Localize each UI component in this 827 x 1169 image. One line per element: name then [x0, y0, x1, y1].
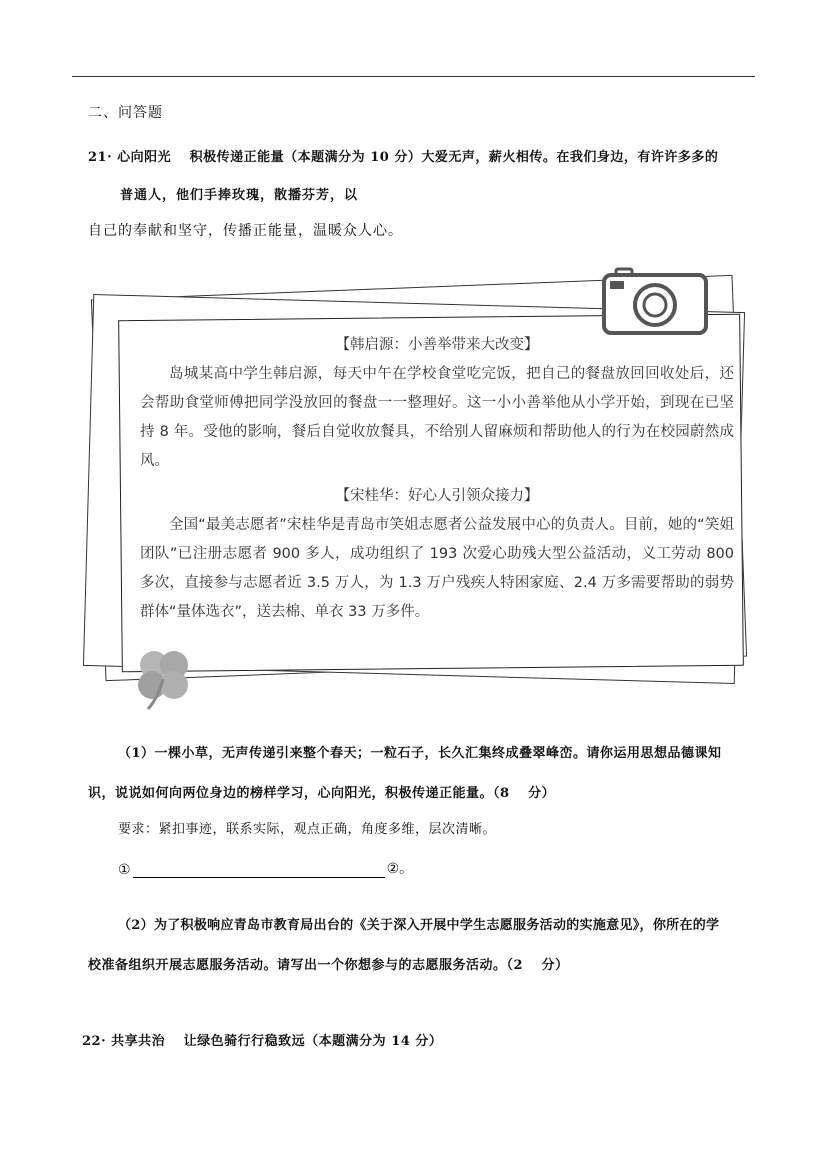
question-21-line2: 普通人，他们手捧玫瑰，散播芬芳，以 — [120, 188, 359, 203]
question-21-intro — [88, 146, 718, 165]
question-21-line3: 自己的奉献和坚守，传播正能量，温暖众人心。 — [88, 223, 403, 239]
story-heading-1: 【韩启源：小善举带来大改变】 — [335, 337, 539, 353]
story-paragraph-1: 岛城某高中学生韩启源，每天中午在学校食堂吃完饭，把自己的餐盘放回回收处后，还会帮助食堂师傅把同学没放回的餐盘一一整理好。这一小小善举他从小学开始，到现在已坚持 8 年。受他的影响，餐后自觉收放餐具，不给别人留麻烦和帮助他人的行为在校园蔚然成风。 — [140, 366, 734, 469]
question-21-text: · 心向阳光 积极传递正能量（本题满分为 10 分）大爱无声，薪火相传。在我们身边，有许许多多的 — [107, 150, 719, 165]
sub-question-2-line2: 校准备组织开展志愿服务活动。请写出一个你想参与的志愿服务活动。（2 分） — [88, 958, 569, 973]
story-card — [132, 325, 742, 665]
question-22-number: 22 — [82, 1034, 102, 1049]
clover-icon — [128, 643, 198, 713]
answer-requirement: 要求：紧扣事迹，联系实际，观点正确，角度多维，层次清晰。 — [118, 822, 497, 837]
answer-blank-line[interactable] — [133, 863, 385, 878]
answer-blank-row — [118, 858, 413, 878]
question-21-number: 21 — [88, 150, 108, 165]
story-heading-2: 【宋桂华：好心人引领众接力】 — [335, 488, 539, 504]
sub-question-2-line1: （2）为了积极响应青岛市教育局出台的《关于深入开展中学生志愿服务活动的实施意见》，你所在的学 — [118, 918, 720, 933]
camera-icon — [600, 267, 710, 337]
section-title: 二、问答题 — [88, 105, 163, 121]
photo-frame-illustration — [80, 255, 760, 715]
blank-marker-2: ②。 — [386, 861, 414, 877]
sub-question-1-line1: （1）一棵小草，无声传递引来整个春天；一粒石子，长久汇集终成叠翠峰峦。请你运用思想品德课知 — [118, 746, 722, 761]
blank-marker-1: ① — [118, 862, 131, 878]
question-22 — [82, 1030, 442, 1049]
top-rule — [72, 76, 755, 77]
story-paragraph-2: 全国“最美志愿者”宋桂华是青岛市笑姐志愿者公益发展中心的负责人。目前，她的“笑姐团队”已注册志愿者 900 多人，成功组织了 193 次爱心助残大型公益活动，义工劳动 800 多次，直接参与志愿者近 3.5 万人，为 1.3 万户残疾人特困家庭、2.4 万多需要帮助的弱势群体“量体选衣”，送去棉、单衣 33 万多件。 — [140, 517, 734, 620]
question-22-text: · 共享共治 让绿色骑行行稳致远（本题满分为 14 分） — [101, 1034, 443, 1049]
sub-question-1-line2: 识，说说如何向两位身边的榜样学习，心向阳光，积极传递正能量。（8 分） — [88, 786, 556, 801]
